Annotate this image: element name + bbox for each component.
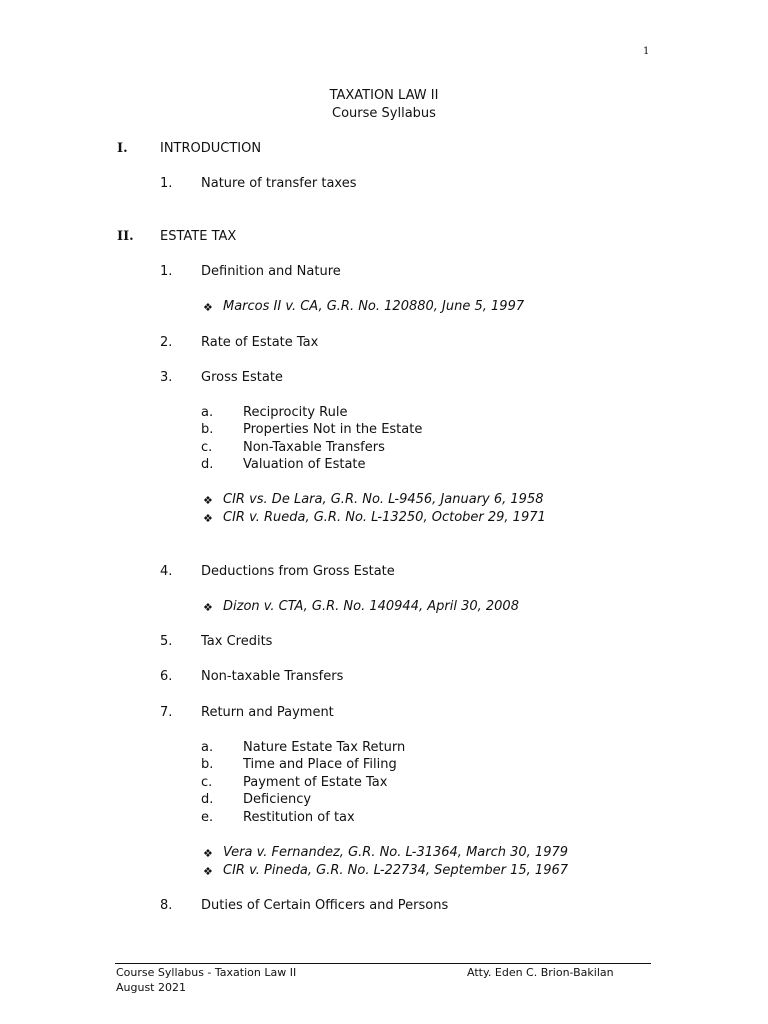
diamond-bullet-icon: ❖ [203, 301, 213, 314]
item-number: 2. [160, 335, 173, 350]
case-citation: Dizon v. CTA, G.R. No. 140944, April 30, 2008 [223, 599, 519, 614]
subitem-text: Properties Not in the Estate [243, 422, 423, 437]
item-text: Nature of transfer taxes [201, 176, 357, 191]
item-number: 1. [160, 176, 173, 191]
item-text: Gross Estate [201, 370, 283, 385]
subitem-letter: b. [201, 757, 214, 772]
section-numeral: II. [117, 229, 134, 244]
item-text: Tax Credits [201, 634, 273, 649]
item-number: 5. [160, 634, 173, 649]
section-heading: ESTATE TAX [160, 229, 237, 244]
document-title: TAXATION LAW II [329, 88, 439, 103]
item-number: 1. [160, 264, 173, 279]
subitem-letter: c. [201, 440, 213, 455]
footer-date: August 2021 [116, 981, 186, 994]
subitem-text: Time and Place of Filing [243, 757, 397, 772]
item-number: 6. [160, 669, 173, 684]
diamond-bullet-icon: ❖ [203, 865, 213, 878]
subitem-letter: d. [201, 792, 214, 807]
item-text: Duties of Certain Officers and Persons [201, 898, 449, 913]
footer-divider [115, 963, 651, 964]
diamond-bullet-icon: ❖ [203, 512, 213, 525]
case-citation: CIR vs. De Lara, G.R. No. L-9456, January 6, 1958 [223, 492, 544, 507]
subitem-letter: a. [201, 740, 214, 755]
footer-course: Course Syllabus - Taxation Law II [116, 966, 297, 979]
page-number: 1 [643, 46, 650, 57]
section-heading: INTRODUCTION [160, 141, 262, 156]
section-numeral: I. [117, 141, 128, 156]
subitem-text: Deficiency [243, 792, 312, 807]
case-citation: Vera v. Fernandez, G.R. No. L-31364, March 30, 1979 [223, 845, 569, 860]
footer-author: Atty. Eden C. Brion-Bakilan [467, 966, 614, 979]
item-text: Deductions from Gross Estate [201, 564, 395, 579]
case-citation: CIR v. Pineda, G.R. No. L-22734, September 15, 1967 [223, 863, 569, 878]
item-text: Definition and Nature [201, 264, 341, 279]
case-citation: Marcos II v. CA, G.R. No. 120880, June 5, 1997 [223, 299, 525, 314]
document-subtitle: Course Syllabus [332, 106, 436, 121]
diamond-bullet-icon: ❖ [203, 494, 213, 507]
item-text: Rate of Estate Tax [201, 335, 319, 350]
item-number: 3. [160, 370, 173, 385]
subitem-text: Payment of Estate Tax [243, 775, 388, 790]
subitem-letter: c. [201, 775, 213, 790]
subitem-text: Nature Estate Tax Return [243, 740, 406, 755]
subitem-text: Reciprocity Rule [243, 405, 348, 420]
item-number: 7. [160, 705, 173, 720]
diamond-bullet-icon: ❖ [203, 601, 213, 614]
subitem-letter: a. [201, 405, 214, 420]
subitem-text: Restitution of tax [243, 810, 355, 825]
subitem-letter: e. [201, 810, 214, 825]
item-text: Non-taxable Transfers [201, 669, 344, 684]
case-citation: CIR v. Rueda, G.R. No. L-13250, October 29, 1971 [223, 510, 546, 525]
subitem-text: Valuation of Estate [243, 457, 366, 472]
subitem-letter: d. [201, 457, 214, 472]
item-text: Return and Payment [201, 705, 334, 720]
item-number: 8. [160, 898, 173, 913]
subitem-text: Non-Taxable Transfers [243, 440, 385, 455]
subitem-letter: b. [201, 422, 214, 437]
diamond-bullet-icon: ❖ [203, 847, 213, 860]
item-number: 4. [160, 564, 173, 579]
